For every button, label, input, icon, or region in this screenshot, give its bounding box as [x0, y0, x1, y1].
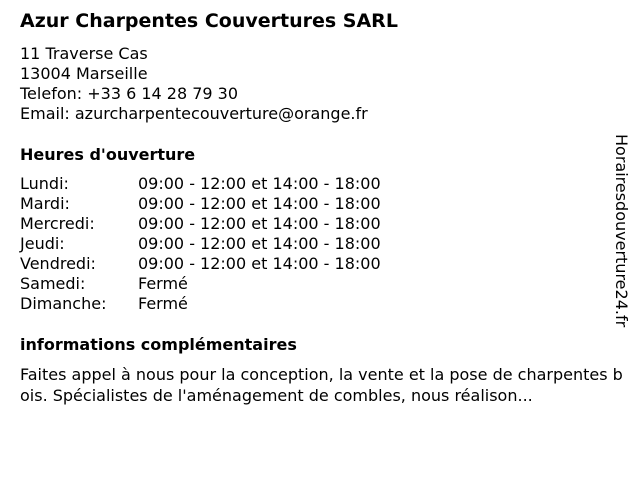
- hours-row-mercredi: [20, 214, 440, 234]
- hours-day: Mardi:: [20, 194, 70, 213]
- hours-row-dimanche: [20, 294, 440, 314]
- hours-time: 09:00 - 12:00 et 14:00 - 18:00: [138, 254, 381, 273]
- hours-day: Lundi:: [20, 174, 69, 193]
- hours-day: Jeudi:: [20, 234, 65, 253]
- info-heading: informations complémentaires: [20, 335, 297, 354]
- city-address: 13004 Marseille: [20, 64, 148, 83]
- opening-hours-list: [20, 174, 440, 314]
- hours-row-samedi: [20, 274, 440, 294]
- email-address: Email: azurcharpentecouverture@orange.fr: [20, 104, 368, 123]
- hours-time: 09:00 - 12:00 et 14:00 - 18:00: [138, 214, 381, 233]
- hours-row-vendredi: [20, 254, 440, 274]
- street-address: 11 Traverse Cas: [20, 44, 148, 63]
- hours-day: Mercredi:: [20, 214, 95, 233]
- hours-day: Samedi:: [20, 274, 86, 293]
- hours-row-jeudi: [20, 234, 440, 254]
- hours-time: 09:00 - 12:00 et 14:00 - 18:00: [138, 174, 381, 193]
- hours-time: 09:00 - 12:00 et 14:00 - 18:00: [138, 234, 381, 253]
- hours-time: Fermé: [138, 294, 188, 313]
- hours-heading: Heures d'ouverture: [20, 145, 196, 164]
- info-description: Faites appel à nous pour la conception, la vente et la pose de charpentes bois. Spécialistes de l'aménagement de combles, nous réalison...: [20, 365, 623, 405]
- hours-day: Vendredi:: [20, 254, 96, 273]
- hours-time: Fermé: [138, 274, 188, 293]
- business-name: Azur Charpentes Couvertures SARL: [20, 10, 398, 32]
- phone-number: Telefon: +33 6 14 28 79 30: [20, 84, 239, 103]
- hours-time: 09:00 - 12:00 et 14:00 - 18:00: [138, 194, 381, 213]
- site-brand-watermark: Horairesdouverture24.fr: [612, 134, 631, 328]
- hours-row-lundi: [20, 174, 440, 194]
- hours-row-mardi: [20, 194, 440, 214]
- business-address: [20, 44, 368, 124]
- hours-day: Dimanche:: [20, 294, 107, 313]
